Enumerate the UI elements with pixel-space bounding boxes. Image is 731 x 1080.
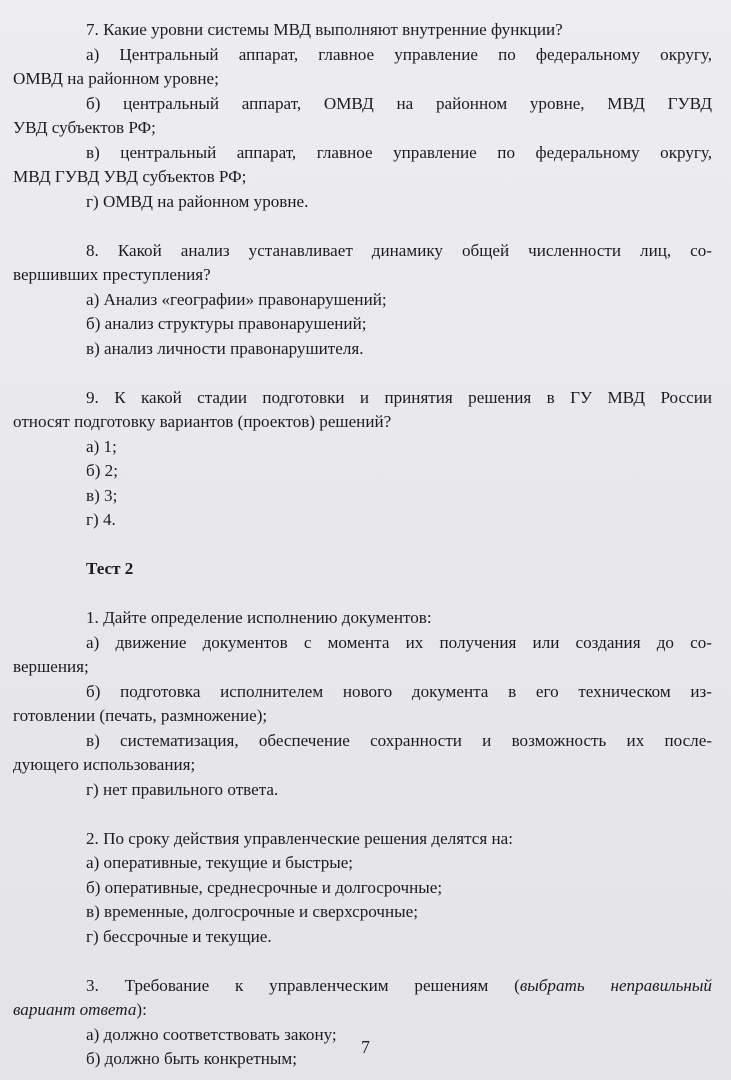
q7-option-c-line2: МВД ГУВД УВД субъектов РФ; [13, 167, 247, 186]
t2-q2-option-a: а) оперативные, текущие и быстрые; [86, 853, 354, 872]
q7-option-a-line1: а) Центральный аппарат, главное управление по федеральному округу, [86, 44, 712, 64]
q8-option-c: в) анализ личности правонарушителя. [86, 338, 364, 358]
q9-option-a: а) 1; [86, 436, 117, 456]
page-number: 7 [361, 1037, 370, 1057]
t2-q1-option-c-line2: дующего использования; [13, 755, 196, 774]
t2-q3-option-a: а) должно соответствовать закону; [86, 1024, 337, 1044]
test2-heading: Тест 2 [86, 559, 134, 578]
t2-q2-option-b: б) оперативные, среднесрочные и долгосрочные; [86, 877, 443, 897]
t2-q3-question-line2 [13, 998, 712, 1023]
q9-question-line2: относят подготовку вариантов (проектов) решений? [13, 412, 392, 431]
q7-option-b-line1: б) центральный аппарат, ОМВД на районном уровне, МВД ГУВД [86, 93, 712, 113]
q7-option-d: г) ОМВД на районном уровне. [86, 191, 309, 211]
q7-option-c-line1: в) центральный аппарат, главное управление по федеральному округу, [86, 142, 712, 162]
q8-question-line1: 8. Какой анализ устанавливает динамику общей численности лиц, со- [86, 240, 712, 260]
t2-q1-option-a-line1: а) движение документов с момента их получения или создания до со- [86, 632, 712, 652]
q7-option-b-line2: УВД субъектов РФ; [13, 118, 156, 137]
t2-q2-question: 2. По сроку действия управленческие решения делятся на: [86, 828, 513, 848]
t2-q3-question-italic1: выбрать неправильный [519, 975, 712, 995]
t2-q3-question-end: ): [136, 1000, 147, 1019]
t2-q1-option-b-line1: б) подготовка исполнителем нового документа в его техническом из- [86, 681, 712, 701]
t2-q2-option-c: в) временные, долгосрочные и сверхсрочные; [86, 902, 418, 921]
q8-option-a: а) Анализ «географии» правонарушений; [86, 289, 387, 309]
q7-question: 7. Какие уровни системы МВД выполняют внутренние функции? [86, 20, 563, 39]
t2-q1-option-b-line2: готовлении (печать, размножение); [13, 706, 268, 725]
q8-option-b: б) анализ структуры правонарушений; [86, 314, 367, 333]
t2-q3-question-start: 3. Требование к управленческим решениям ( [86, 975, 520, 995]
q9-option-b: б) 2; [86, 461, 118, 480]
t2-q3-question-line1 [13, 974, 712, 999]
q9-question-line1: 9. К какой стадии подготовки и принятия решения в ГУ МВД России [86, 387, 712, 407]
t2-q1-option-a-line2: вершения; [13, 657, 89, 676]
t2-q2-option-d: г) бессрочные и текущие. [86, 926, 272, 946]
t2-q3-question-italic2: вариант ответа [13, 1000, 137, 1019]
t2-q1-question: 1. Дайте определение исполнению документов: [86, 608, 432, 627]
t2-q1-option-c-line1: в) систематизация, обеспечение сохранности и возможность их после- [86, 730, 712, 750]
t2-q3-option-b: б) должно быть конкретным; [86, 1049, 297, 1068]
q8-question-line2: вершивших преступления? [13, 265, 211, 284]
q7-option-a-line2: ОМВД на районном уровне; [13, 69, 219, 88]
t2-q1-option-d: г) нет правильного ответа. [86, 779, 279, 799]
q9-option-c: в) 3; [86, 485, 118, 505]
q9-option-d: г) 4. [86, 510, 116, 529]
